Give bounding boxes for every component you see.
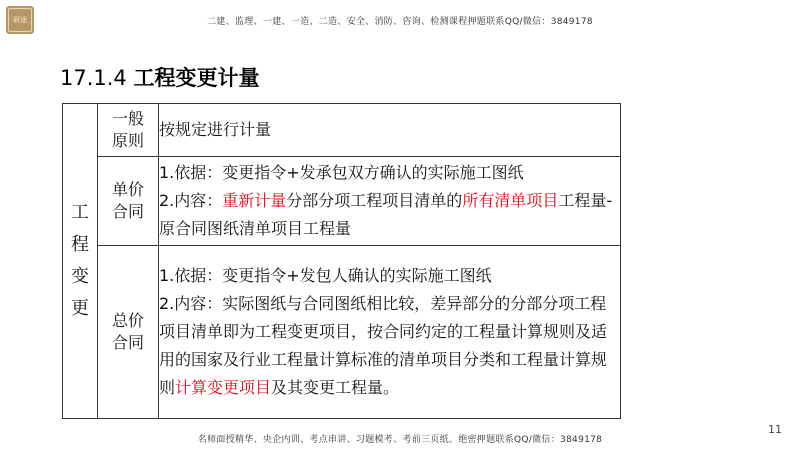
page-title: [60, 62, 259, 92]
unit-price-content: [159, 187, 620, 243]
category-label: 工程变更: [71, 202, 89, 319]
row-content-lump-sum: [159, 246, 621, 419]
content-middle: 分部分项工程项目清单的: [286, 191, 463, 210]
content-suffix: 工程量-原合同图纸清单项目工程量: [159, 191, 613, 238]
highlight-calc-change: 计算变更项目: [175, 378, 272, 397]
row-label-lump-sum: [98, 246, 159, 419]
general-principle-text: 按规定进行计量: [159, 120, 272, 139]
content-prefix: 2.内容：实际图纸与合同图纸相比较，差异部分的分部分项工程项目清单即为工程变更项目，按合同约定的工程量计算规则及适用的国家及行业工程量计算标准的清单项目分类和工程量计算规则: [159, 294, 608, 397]
row-label-unit-price: [98, 157, 159, 246]
lump-sum-content: [159, 290, 620, 402]
row-label-text: 总价合同: [111, 311, 144, 352]
content-prefix: 2.内容：: [159, 191, 223, 210]
table-row: [63, 246, 621, 419]
row-content-unit-price: [159, 157, 621, 246]
content-suffix: 及其变更工程量。: [271, 378, 400, 397]
highlight-all-items: 所有清单项目: [462, 191, 559, 210]
row-label-text: 单价合同: [111, 180, 144, 221]
row-content-general: [159, 104, 621, 157]
logo-text: 研途: [8, 8, 32, 32]
unit-price-basis: 1.依据：变更指令+发承包双方确认的实际施工图纸: [159, 163, 524, 182]
highlight-remeasure: 重新计量: [222, 191, 287, 210]
row-label-general: [98, 104, 159, 157]
row-label-text: 一般原则: [111, 109, 144, 150]
top-contact-banner: 二建、监理、一建、一造、二造、安全、消防、咨询、检测课程押题联系QQ/微信：3849178: [207, 17, 593, 27]
change-measurement-table: [62, 103, 621, 419]
section-title: 工程变更计量: [133, 66, 260, 90]
table-row: [63, 157, 621, 246]
bottom-contact-banner: 名师面授精华、央企内训、考点串讲、习题模考、考前三页纸、绝密押题联系QQ/微信：3849178: [197, 435, 603, 445]
page-number: 11: [768, 423, 782, 436]
table-row: [63, 104, 621, 157]
lump-sum-basis: 1.依据：变更指令+发包人确认的实际施工图纸: [159, 266, 492, 285]
category-cell: [63, 104, 98, 419]
section-number: 17.1.4: [60, 66, 127, 90]
